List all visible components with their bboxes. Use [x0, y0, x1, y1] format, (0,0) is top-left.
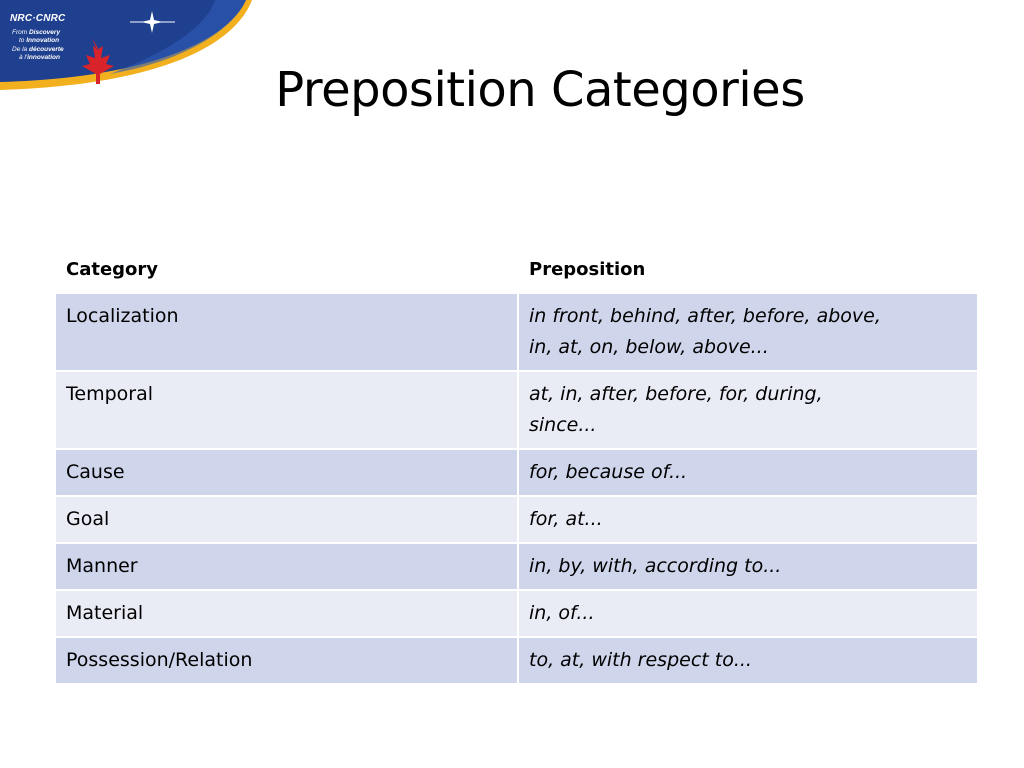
preposition-cell — [519, 370, 977, 448]
logo-tagline-line: à l'innovation — [19, 54, 60, 61]
preposition-text: in, by, with, according to... — [529, 555, 782, 577]
table-row — [56, 589, 977, 636]
table-header-row — [56, 250, 977, 292]
category-cell: Cause — [56, 448, 519, 495]
preposition-cell — [519, 589, 977, 636]
slide-title: Preposition Categories — [275, 62, 805, 118]
table-row — [56, 448, 977, 495]
category-cell: Goal — [56, 495, 519, 542]
preposition-cell — [519, 542, 977, 589]
preposition-cell — [519, 495, 977, 542]
preposition-cell — [519, 448, 977, 495]
table-row — [56, 542, 977, 589]
header-preposition: Preposition — [519, 250, 977, 292]
category-cell: Possession/Relation — [56, 636, 519, 683]
table-row — [56, 636, 977, 683]
table-row — [56, 292, 977, 370]
preposition-cell — [519, 292, 977, 370]
category-cell: Material — [56, 589, 519, 636]
logo-tagline-line: From Discovery — [12, 29, 61, 36]
table-row — [56, 495, 977, 542]
header-category: Category — [56, 250, 519, 292]
preposition-text: in, of... — [529, 602, 595, 624]
category-cell: Localization — [56, 292, 519, 370]
logo-tagline-line: De la découverte — [12, 46, 64, 53]
preposition-cell — [519, 636, 977, 683]
logo-tagline-line: to Innovation — [19, 37, 60, 44]
preposition-text: in front, behind, after, before, above, — [529, 305, 881, 327]
preposition-text: at, in, after, before, for, during, — [529, 383, 823, 405]
preposition-text: for, because of... — [529, 461, 688, 483]
preposition-text: for, at... — [529, 508, 603, 530]
category-cell: Manner — [56, 542, 519, 589]
category-cell: Temporal — [56, 370, 519, 448]
logo-brand: NRC·CNRC — [10, 13, 66, 24]
preposition-text: in, at, on, below, above... — [529, 336, 769, 358]
preposition-text: since... — [529, 414, 597, 436]
preposition-text: to, at, with respect to... — [529, 649, 752, 671]
preposition-table — [56, 250, 977, 683]
table-row — [56, 370, 977, 448]
